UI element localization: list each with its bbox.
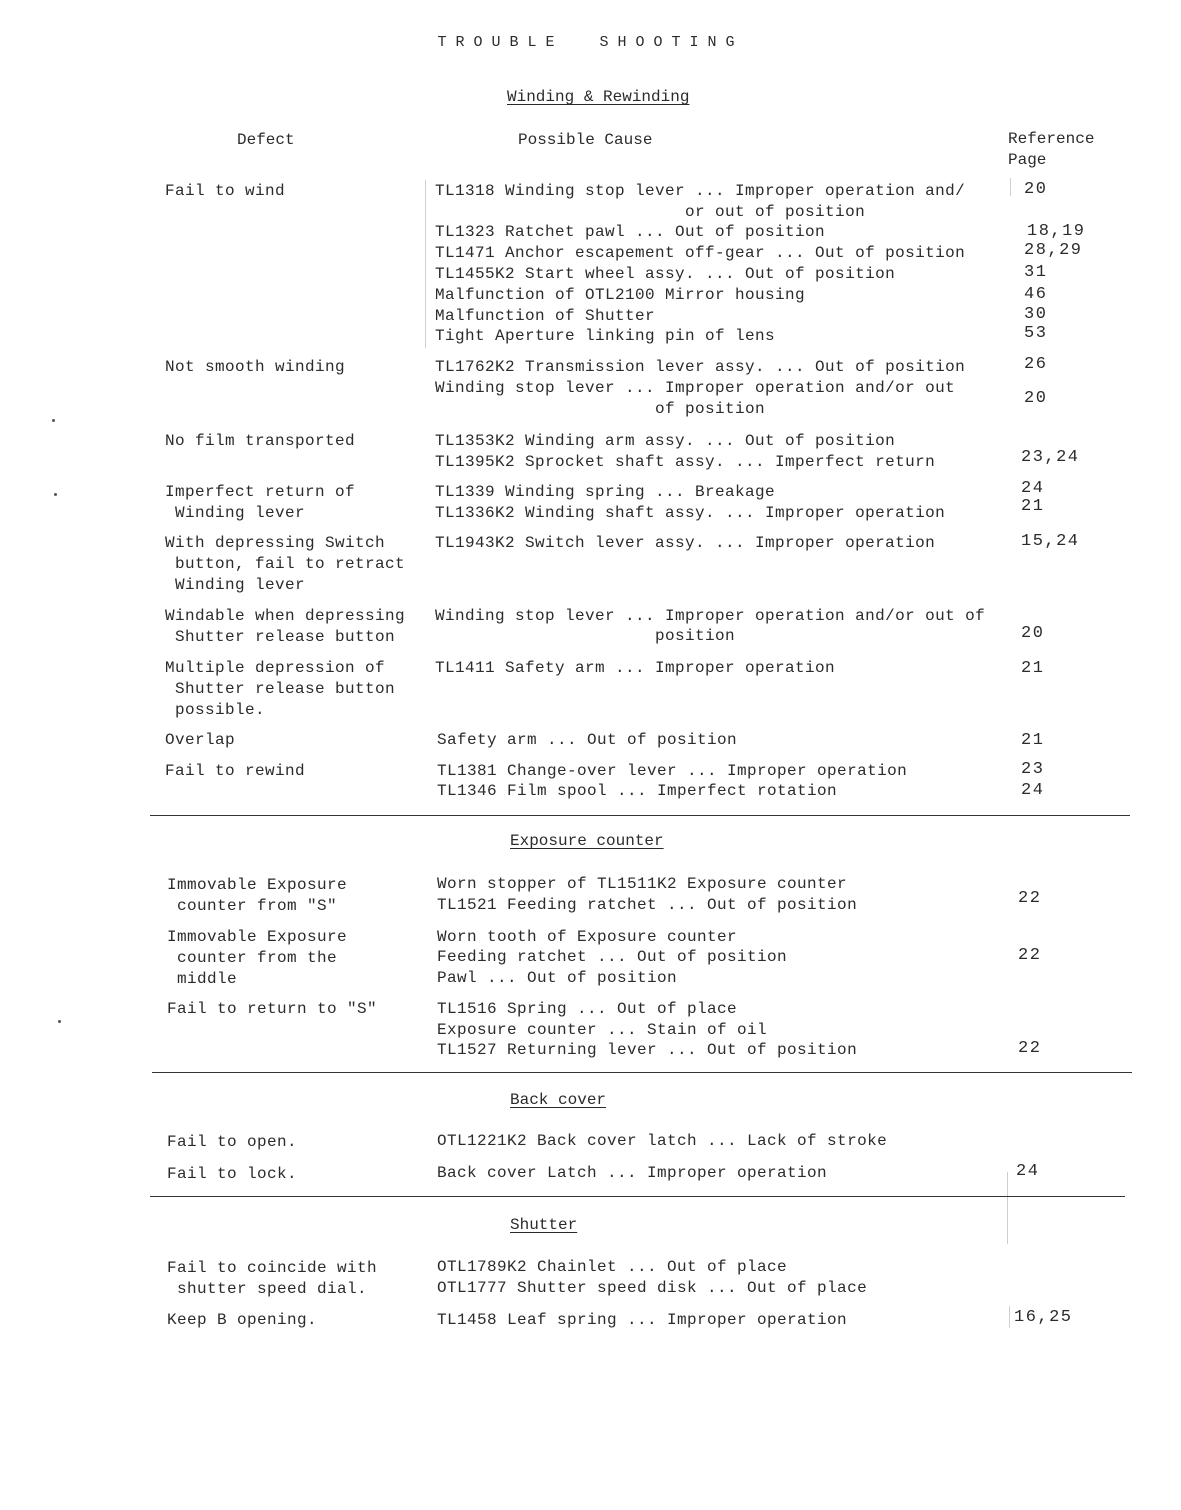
reference-page: 28,29	[1024, 241, 1083, 260]
cause-line: or out of position	[435, 203, 866, 221]
defect-text: Fail to wind	[165, 182, 286, 200]
defect-text: Imperfect return of Winding lever	[165, 483, 356, 522]
reference-page: 31	[1024, 263, 1048, 282]
cause-line: Winding stop lever ... Improper operation and/or out	[435, 379, 956, 397]
reference-page: 23,24	[1021, 448, 1080, 467]
scan-line	[1010, 178, 1011, 196]
cause-line: Back cover Latch ... Improper operation	[437, 1164, 828, 1182]
reference-page: 16,25	[1014, 1308, 1073, 1327]
defect-text: Keep B opening.	[167, 1311, 318, 1329]
cause-line: Worn tooth of Exposure counter	[437, 928, 738, 946]
cause-line: Tight Aperture linking pin of lens	[435, 327, 776, 345]
page-title: TROUBLE SHOOTING	[437, 34, 744, 51]
reference-page: 24	[1021, 479, 1045, 498]
defect-text: Fail to coincide with shutter speed dial.	[167, 1259, 378, 1298]
defect-text: Immovable Exposure counter from "S"	[167, 876, 348, 915]
defect-text: Fail to return to "S"	[167, 1000, 378, 1018]
speck	[58, 1020, 61, 1023]
reference-page: 22	[1018, 889, 1042, 908]
cause-line: Pawl ... Out of position	[437, 969, 678, 987]
cause-line: TL1336K2 Winding shaft assy. ... Improper operation	[435, 504, 946, 522]
defect-text: Fail to lock.	[167, 1165, 298, 1183]
defect-text: Immovable Exposure counter from the middle	[167, 928, 348, 988]
section-divider	[152, 1072, 1132, 1073]
header-reference: Reference	[1008, 130, 1095, 148]
reference-page: 24	[1016, 1162, 1040, 1181]
cause-line: TL1527 Returning lever ... Out of position	[437, 1041, 858, 1059]
cause-line: Safety arm ... Out of position	[437, 731, 738, 749]
section-divider	[150, 1196, 1125, 1197]
reference-page: 20	[1021, 624, 1045, 643]
reference-page: 21	[1021, 731, 1045, 750]
section-title-back-cover: Back cover	[510, 1091, 607, 1109]
cause-line: OTL1221K2 Back cover latch ... Lack of stroke	[437, 1132, 888, 1150]
cause-line: TL1943K2 Switch lever assy. ... Improper operation	[435, 534, 936, 552]
section-title-shutter: Shutter	[510, 1216, 578, 1234]
cause-line: TL1353K2 Winding arm assy. ... Out of position	[435, 432, 896, 450]
scan-line	[425, 180, 426, 348]
reference-page: 18,19	[1027, 222, 1086, 241]
cause-line: Worn stopper of TL1511K2 Exposure counter	[437, 875, 848, 893]
speck	[52, 419, 55, 422]
cause-line: TL1455K2 Start wheel assy. ... Out of position	[435, 265, 896, 283]
cause-line: Malfunction of OTL2100 Mirror housing	[435, 286, 806, 304]
defect-text: With depressing Switch button, fail to retract Winding lever	[165, 534, 406, 594]
cause-line: TL1516 Spring ... Out of place	[437, 1000, 738, 1018]
cause-line: Winding stop lever ... Improper operation and/or out of	[435, 607, 986, 625]
reference-page: 23	[1021, 760, 1045, 779]
section-title-winding: Winding & Rewinding	[507, 88, 690, 106]
cause-line: TL1458 Leaf spring ... Improper operation	[437, 1311, 848, 1329]
cause-line: Exposure counter ... Stain of oil	[437, 1021, 768, 1039]
cause-line: Feeding ratchet ... Out of position	[437, 948, 788, 966]
scan-line	[1009, 1306, 1010, 1328]
cause-line: TL1339 Winding spring ... Breakage	[435, 483, 776, 501]
section-title-exposure: Exposure counter	[510, 832, 664, 850]
scan-line	[1007, 1172, 1008, 1244]
reference-page: 15,24	[1021, 532, 1080, 551]
reference-page: 26	[1024, 355, 1048, 374]
cause-line: TL1318 Winding stop lever ... Improper operation and/	[435, 182, 966, 200]
reference-page: 20	[1024, 389, 1048, 408]
cause-line: Malfunction of Shutter	[435, 307, 656, 325]
reference-page: 53	[1024, 324, 1048, 343]
header-possible-cause: Possible Cause	[518, 131, 653, 149]
header-page: Page	[1008, 151, 1047, 169]
cause-line: TL1323 Ratchet pawl ... Out of position	[435, 223, 826, 241]
defect-text: Fail to rewind	[165, 762, 306, 780]
cause-line: TL1346 Film spool ... Imperfect rotation	[437, 782, 838, 800]
cause-line: OTL1777 Shutter speed disk ... Out of place	[437, 1279, 868, 1297]
header-defect: Defect	[237, 131, 295, 149]
reference-page: 46	[1024, 285, 1048, 304]
cause-line: OTL1789K2 Chainlet ... Out of place	[437, 1258, 788, 1276]
defect-text: Windable when depressing Shutter release button	[165, 607, 406, 646]
reference-page: 20	[1024, 180, 1048, 199]
cause-line: TL1762K2 Transmission lever assy. ... Out of position	[435, 358, 966, 376]
defect-text: Not smooth winding	[165, 358, 346, 376]
speck	[54, 493, 57, 496]
reference-page: 22	[1018, 946, 1042, 965]
cause-line: position	[435, 627, 736, 645]
defect-text: Overlap	[165, 731, 236, 749]
section-divider	[150, 815, 1130, 816]
cause-line: TL1395K2 Sprocket shaft assy. ... Imperfect return	[435, 453, 936, 471]
defect-text: Fail to open.	[167, 1133, 298, 1151]
reference-page: 22	[1018, 1039, 1042, 1058]
reference-page: 30	[1024, 305, 1048, 324]
cause-line: of position	[435, 400, 766, 418]
defect-text: No film transported	[165, 432, 356, 450]
defect-text: Multiple depression of Shutter release button possible.	[165, 659, 396, 719]
reference-page: 21	[1021, 497, 1045, 516]
cause-line: TL1381 Change-over lever ... Improper operation	[437, 762, 908, 780]
cause-line: TL1471 Anchor escapement off-gear ... Out of position	[435, 244, 966, 262]
reference-page: 21	[1021, 659, 1045, 678]
cause-line: TL1411 Safety arm ... Improper operation	[435, 659, 836, 677]
reference-page: 24	[1021, 781, 1045, 800]
cause-line: TL1521 Feeding ratchet ... Out of position	[437, 896, 858, 914]
